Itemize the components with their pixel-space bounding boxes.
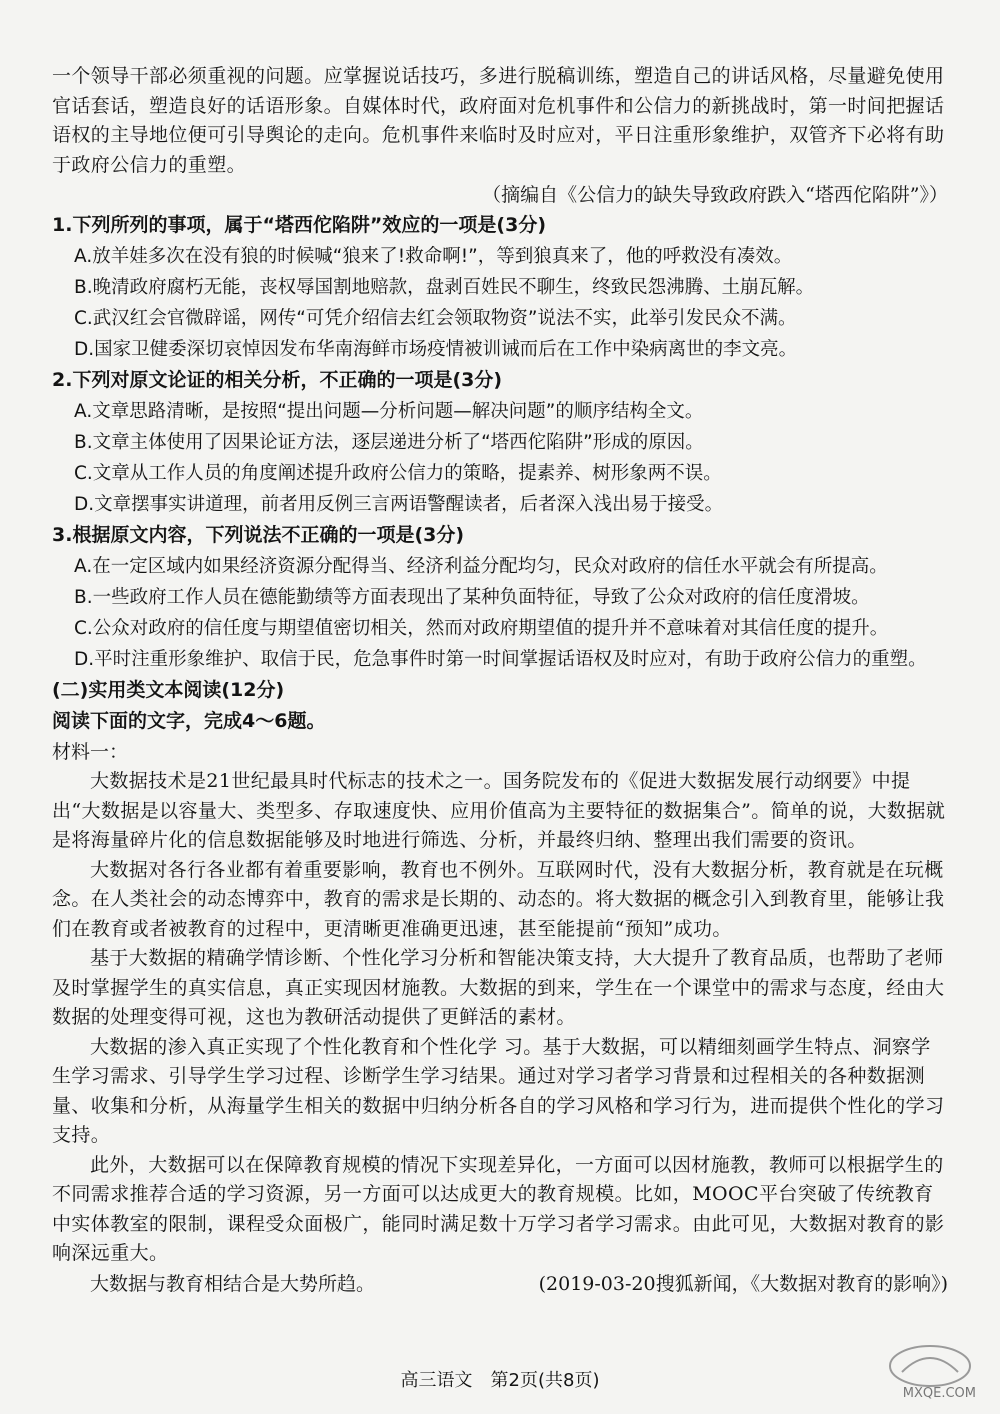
option-b: B.晚清政府腐朽无能，丧权辱国割地赔款，盘剥百姓民不聊生，终致民怨沸腾、土崩瓦解。 <box>74 277 815 298</box>
section-heading: (二)实用类文本阅读(12分) <box>52 679 285 701</box>
material-closing-line: 大数据与教育相结合是大势所趋。 <box>90 1272 376 1295</box>
option-a: A.在一定区域内如果经济资源分配得当、经济利益分配均匀，民众对政府的信任水平就会有所提高。 <box>74 556 888 577</box>
material-closing-row <box>52 1269 948 1299</box>
question-3 <box>52 520 948 675</box>
option-b: B.文章主体使用了因果论证方法，逐层递进分析了“塔西佗陷阱”形成的原因。 <box>74 432 704 453</box>
option-d: D.文章摆事实讲道理，前者用反例三言两语警醒读者，后者深入浅出易于接受。 <box>74 494 724 515</box>
question-stem: 3.根据原文内容，下列说法不正确的一项是(3分) <box>52 524 465 546</box>
material-paragraph: 大数据的渗入真正实现了个性化教育和个性化学 习。基于大数据，可以精细刻画学生特点、洞察学生学习需求、引导学生学习过程、诊断学生学习结果。通过对学习者学习背景和过程相关的各种数据测量、收集和分析，从海量学生相关的数据中归纳分析各自的学习风格和学习行为，进而提供个性化的学习支持。 <box>52 1035 945 1146</box>
option-c: C.文章从工作人员的角度阐述提升政府公信力的策略，提素养、树形象两不误。 <box>74 463 722 484</box>
question-1 <box>52 210 948 365</box>
option-d: D.国家卫健委深切哀悼因发布华南海鲜市场疫情被训诫而后在工作中染病离世的李文亮。 <box>74 339 798 360</box>
question-stem: 2.下列对原文论证的相关分析，不正确的一项是(3分) <box>52 369 503 391</box>
watermark-text: MXQE.COM <box>902 1386 976 1401</box>
question-stem: 1.下列所列的事项，属于“塔西佗陷阱”效应的一项是(3分) <box>52 214 547 236</box>
material-source: (2019-03-20搜狐新闻，《大数据对教育的影响》) <box>538 1272 948 1295</box>
material-label: 材料一： <box>52 741 129 763</box>
material-paragraph: 大数据技术是21世纪最具时代标志的技术之一。国务院发布的《促进大数据发展行动纲要》中提出“大数据是以容量大、类型多、存取速度快、应用价值高为主要特征的数据集合”。简单的说，大数据就是将海量碎片化的信息数据能够及时地进行筛选、分析，并最终归纳、整理出我们需要的资讯。 <box>52 770 946 851</box>
section-instruction: 阅读下面的文字，完成4～6题。 <box>52 710 326 732</box>
option-a: A.放羊娃多次在没有狼的时候喊“狼来了!救命啊!”，等到狼真来了，他的呼救没有凑效。 <box>74 246 793 267</box>
intro-source: （摘编自《公信力的缺失导致政府跌入“塔西佗陷阱”》） <box>482 184 948 206</box>
material-paragraph: 此外，大数据可以在保障教育规模的情况下实现差异化，一方面可以因材施教，教师可以根据学生的不同需求推荐合适的学习资源，另一方面可以达成更大的教育规模。比如，MOOC平台突破了传统教育中实体教室的限制，课程受众面极广，能同时满足数十万学习者学习需求。由此可见，大数据对教育的影响深远重大。 <box>52 1153 945 1264</box>
intro-paragraph: 一个领导干部必须重视的问题。应掌握说话技巧，多进行脱稿训练，塑造自己的讲话风格，尽量避免使用官话套话，塑造良好的话语形象。自媒体时代，政府面对危机事件和公信力的新挑战时，第一时间把握话语权的主导地位便可引导舆论的走向。危机事件来临时及时应对，平日注重形象维护，双管齐下必将有助于政府公信力的重塑。 <box>52 65 945 176</box>
option-c: C.武汉红会官微辟谣，网传“可凭介绍信去红会领取物资”说法不实，此举引发民众不满。 <box>74 308 797 329</box>
option-c: C.公众对政府的信任度与期望值密切相关，然而对政府期望值的提升并不意味着对其信任度的提升。 <box>74 618 889 639</box>
option-b: B.一些政府工作人员在德能勤绩等方面表现出了某种负面特征，导致了公众对政府的信任度滑坡。 <box>74 587 870 608</box>
material-paragraph: 基于大数据的精确学情诊断、个性化学习分析和智能决策支持，大大提升了教育品质，也帮助了老师及时掌握学生的真实信息，真正实现因材施教。大数据的到来，学生在一个课堂中的需求与态度，经由大数据的处理变得可视，这也为教研活动提供了更鲜活的素材。 <box>52 947 945 1028</box>
material-paragraph: 大数据对各行各业都有着重要影响，教育也不例外。互联网时代，没有大数据分析，教育就是在玩概念。在人类社会的动态博弈中，教育的需求是长期的、动态的。将大数据的概念引入到教育里，能够让我们在教育或者被教育的过程中，更清晰更准确更迅速，甚至能提前“预知”成功。 <box>52 858 945 940</box>
page-number: 高三语文 第2页(共8页) <box>400 1370 600 1391</box>
question-2 <box>52 365 948 520</box>
option-a: A.文章思路清晰，是按照“提出问题—分析问题—解决问题”的顺序结构全文。 <box>74 401 704 422</box>
option-d: D.平时注重形象维护、取信于民，危急事件时第一时间掌握话语权及时应对，有助于政府公信力的重塑。 <box>74 649 927 670</box>
